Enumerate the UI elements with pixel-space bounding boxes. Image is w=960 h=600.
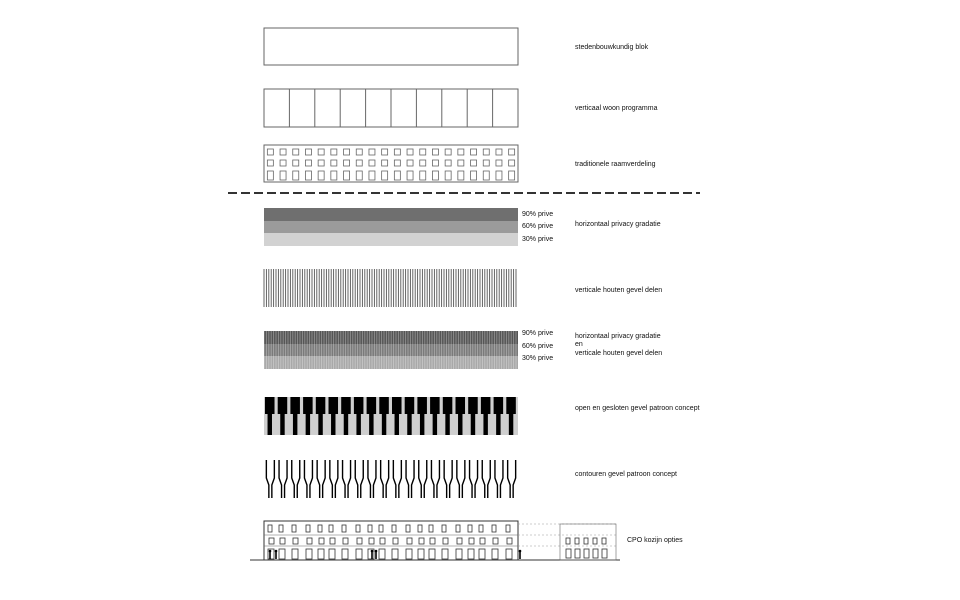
person-head: [519, 550, 522, 553]
window: [344, 160, 350, 166]
person-head: [375, 550, 378, 553]
cpo-window: [457, 538, 462, 544]
window: [267, 160, 273, 166]
window: [471, 160, 477, 166]
contour-stroke: [266, 460, 274, 498]
cpo-window: [319, 538, 324, 544]
contour-stroke: [304, 460, 312, 498]
patroon-stem: [382, 414, 386, 435]
patroon-stem: [293, 414, 297, 435]
window: [394, 160, 400, 166]
door: [293, 171, 299, 180]
label-cpo-kozijn-opties: CPO kozijn opties: [627, 537, 683, 544]
contour-stroke: [279, 460, 287, 498]
window: [458, 149, 464, 155]
pct-60-a: 60% prive: [522, 223, 554, 230]
cpo-door: [492, 549, 498, 559]
cpo-window: [479, 525, 483, 532]
door: [407, 171, 413, 180]
patroon-stem: [331, 414, 335, 435]
cpo-option-door: [566, 549, 571, 558]
door: [305, 171, 311, 180]
cpo-door: [479, 549, 485, 559]
contour-stroke: [508, 460, 516, 498]
patroon-stem: [268, 414, 272, 435]
window: [432, 149, 438, 155]
cpo-window: [318, 525, 322, 532]
cpo-window: [430, 538, 435, 544]
window: [509, 160, 515, 166]
patroon-top: [392, 397, 402, 414]
cpo-window: [480, 538, 485, 544]
patroon-top: [329, 397, 339, 414]
window: [432, 160, 438, 166]
verticale-houten-gevel-delen: [264, 269, 516, 307]
verticaal-woon-programma: [264, 89, 518, 127]
patroon-top: [430, 397, 440, 414]
patroon-top: [443, 397, 453, 414]
window: [445, 149, 451, 155]
window: [280, 160, 286, 166]
label-open-gesloten-patroon: open en gesloten gevel patroon concept: [575, 405, 700, 412]
label-verticaal-woon-programma: verticaal woon programma: [575, 105, 658, 112]
patroon-top: [290, 397, 300, 414]
patroon-stem: [471, 414, 475, 435]
cpo-door: [318, 549, 324, 559]
contour-stroke: [330, 460, 338, 498]
door: [509, 171, 515, 180]
door: [267, 171, 273, 180]
patroon-stem: [280, 414, 284, 435]
patroon-stem: [369, 414, 373, 435]
person-head: [371, 550, 374, 553]
patroon-stem: [306, 414, 310, 435]
window: [458, 160, 464, 166]
window: [407, 149, 413, 155]
cpo-window: [443, 538, 448, 544]
band-90: [264, 208, 518, 221]
cpo-door: [329, 549, 335, 559]
label-combi-line-3: verticale houten gevel delen: [575, 350, 663, 357]
cpo-door: [392, 549, 398, 559]
cpo-window: [307, 538, 312, 544]
privacy-en-houten-delen: [264, 331, 518, 369]
cpo-window: [392, 525, 396, 532]
contour-stroke: [355, 460, 363, 498]
cpo-window: [442, 525, 446, 532]
raam-outline: [264, 145, 518, 182]
contour-stroke: [406, 460, 414, 498]
door: [458, 171, 464, 180]
cpo-window: [292, 525, 296, 532]
window: [318, 160, 324, 166]
window: [509, 149, 515, 155]
contour-stroke: [482, 460, 490, 498]
cpo-door: [279, 549, 285, 559]
contour-stroke: [393, 460, 401, 498]
pct-90-a: 90% prive: [522, 211, 554, 218]
cpo-door: [356, 549, 362, 559]
window: [331, 160, 337, 166]
window: [407, 160, 413, 166]
window: [267, 149, 273, 155]
cpo-window: [429, 525, 433, 532]
window: [496, 160, 502, 166]
label-contouren-patroon: contouren gevel patroon concept: [575, 471, 677, 478]
cpo-window: [330, 538, 335, 544]
cpo-kozijn-elevation: [250, 521, 620, 560]
label-horizontaal-privacy-gradatie: horizontaal privacy gradatie: [575, 221, 661, 228]
cpo-window: [418, 525, 422, 532]
cpo-window: [342, 525, 346, 532]
cpo-window: [380, 538, 385, 544]
cpo-window: [268, 525, 272, 532]
patroon-top: [405, 397, 415, 414]
open-gesloten-patroon: [264, 397, 518, 435]
window: [483, 149, 489, 155]
door: [420, 171, 426, 180]
patroon-stem: [395, 414, 399, 435]
patroon-top: [265, 397, 275, 414]
cpo-window: [356, 525, 360, 532]
window: [305, 160, 311, 166]
window: [369, 160, 375, 166]
cpo-window: [306, 525, 310, 532]
band-60: [264, 221, 518, 233]
window: [483, 160, 489, 166]
door: [369, 171, 375, 180]
patroon-top: [379, 397, 389, 414]
contour-stroke: [419, 460, 427, 498]
contour-stroke: [292, 460, 300, 498]
cpo-option-window: [602, 538, 606, 544]
contour-stroke: [431, 460, 439, 498]
window: [305, 149, 311, 155]
window: [280, 149, 286, 155]
door: [432, 171, 438, 180]
cpo-option-window: [584, 538, 588, 544]
cpo-door: [456, 549, 462, 559]
cpo-option-window: [593, 538, 597, 544]
window: [382, 160, 388, 166]
contour-stroke: [457, 460, 465, 498]
door: [445, 171, 451, 180]
patroon-top: [494, 397, 504, 414]
cpo-option-door: [602, 549, 607, 558]
cpo-door: [418, 549, 424, 559]
traditionele-raamverdeling: [264, 145, 518, 182]
cpo-door: [342, 549, 348, 559]
cpo-window: [468, 525, 472, 532]
cpo-window: [329, 525, 333, 532]
cpo-door: [379, 549, 385, 559]
window: [318, 149, 324, 155]
door: [318, 171, 324, 180]
patroon-stem: [356, 414, 360, 435]
window: [471, 149, 477, 155]
person-head: [269, 550, 272, 553]
cpo-door: [429, 549, 435, 559]
cpo-option-window: [575, 538, 579, 544]
cpo-window: [469, 538, 474, 544]
door: [331, 171, 337, 180]
cpo-window: [493, 538, 498, 544]
cpo-door: [406, 549, 412, 559]
pct-30-a: 30% prive: [522, 236, 554, 243]
window: [420, 149, 426, 155]
window: [445, 160, 451, 166]
label-stedenbouwkundig-blok: stedenbouwkundig blok: [575, 44, 649, 51]
window: [344, 149, 350, 155]
patroon-top: [468, 397, 478, 414]
window: [293, 149, 299, 155]
pct-60-b: 60% prive: [522, 343, 554, 350]
cpo-window: [368, 525, 372, 532]
patroon-top: [481, 397, 491, 414]
cpo-window: [492, 525, 496, 532]
cpo-window: [406, 525, 410, 532]
pct-30-b: 30% prive: [522, 355, 554, 362]
contour-stroke: [444, 460, 452, 498]
cpo-option-door: [593, 549, 598, 558]
patroon-stem: [458, 414, 462, 435]
label-verticale-houten-gevel-delen: verticale houten gevel delen: [575, 287, 663, 294]
patroon-base: [264, 397, 518, 435]
patroon-stem: [344, 414, 348, 435]
cpo-window: [506, 525, 510, 532]
window: [356, 160, 362, 166]
cpo-window: [357, 538, 362, 544]
patroon-stem: [433, 414, 437, 435]
cpo-window: [507, 538, 512, 544]
cpo-window: [379, 525, 383, 532]
cpo-door: [468, 549, 474, 559]
contour-stroke: [495, 460, 503, 498]
patroon-top: [417, 397, 427, 414]
contour-stroke: [343, 460, 351, 498]
contour-stroke: [381, 460, 389, 498]
privacy-gradatie-bands: [264, 208, 518, 246]
patroon-top: [278, 397, 288, 414]
cpo-door: [442, 549, 448, 559]
patroon-top: [456, 397, 466, 414]
patroon-stem: [420, 414, 424, 435]
patroon-stem: [496, 414, 500, 435]
door: [394, 171, 400, 180]
stedenbouwkundig-blok-rect: [264, 28, 518, 65]
person-head: [275, 550, 278, 553]
cpo-window: [293, 538, 298, 544]
window: [331, 149, 337, 155]
contour-stroke: [368, 460, 376, 498]
cpo-option-window: [566, 538, 570, 544]
cpo-option-door: [575, 549, 580, 558]
door: [356, 171, 362, 180]
cpo-window: [280, 538, 285, 544]
cpo-window: [419, 538, 424, 544]
window: [496, 149, 502, 155]
window: [382, 149, 388, 155]
patroon-top: [506, 397, 516, 414]
cpo-window: [269, 538, 274, 544]
label-traditionele-raamverdeling: traditionele raamverdeling: [575, 161, 656, 168]
door: [471, 171, 477, 180]
pct-90-b: 90% prive: [522, 330, 554, 337]
door: [344, 171, 350, 180]
door: [382, 171, 388, 180]
label-combi-line-2: en: [575, 341, 583, 348]
patroon-stem: [407, 414, 411, 435]
contouren-patroon: [266, 460, 515, 498]
contour-stroke: [317, 460, 325, 498]
patroon-stem: [445, 414, 449, 435]
window: [420, 160, 426, 166]
window: [394, 149, 400, 155]
door: [280, 171, 286, 180]
patroon-top: [354, 397, 364, 414]
contour-stroke: [470, 460, 478, 498]
cpo-option-door: [584, 549, 589, 558]
door: [496, 171, 502, 180]
cpo-window: [456, 525, 460, 532]
label-combi-line-1: horizontaal privacy gradatie: [575, 333, 661, 340]
patroon-stem: [318, 414, 322, 435]
cpo-window: [279, 525, 283, 532]
patroon-stem: [509, 414, 513, 435]
cpo-window: [407, 538, 412, 544]
cpo-window: [343, 538, 348, 544]
window: [293, 160, 299, 166]
patroon-top: [303, 397, 313, 414]
window: [369, 149, 375, 155]
window: [356, 149, 362, 155]
cpo-door: [306, 549, 312, 559]
band-30: [264, 233, 518, 246]
door: [483, 171, 489, 180]
cpo-window: [369, 538, 374, 544]
patroon-top: [316, 397, 326, 414]
patroon-top: [367, 397, 377, 414]
patroon-stem: [483, 414, 487, 435]
cpo-door: [292, 549, 298, 559]
cpo-window: [393, 538, 398, 544]
patroon-top: [341, 397, 351, 414]
cpo-door: [506, 549, 512, 559]
